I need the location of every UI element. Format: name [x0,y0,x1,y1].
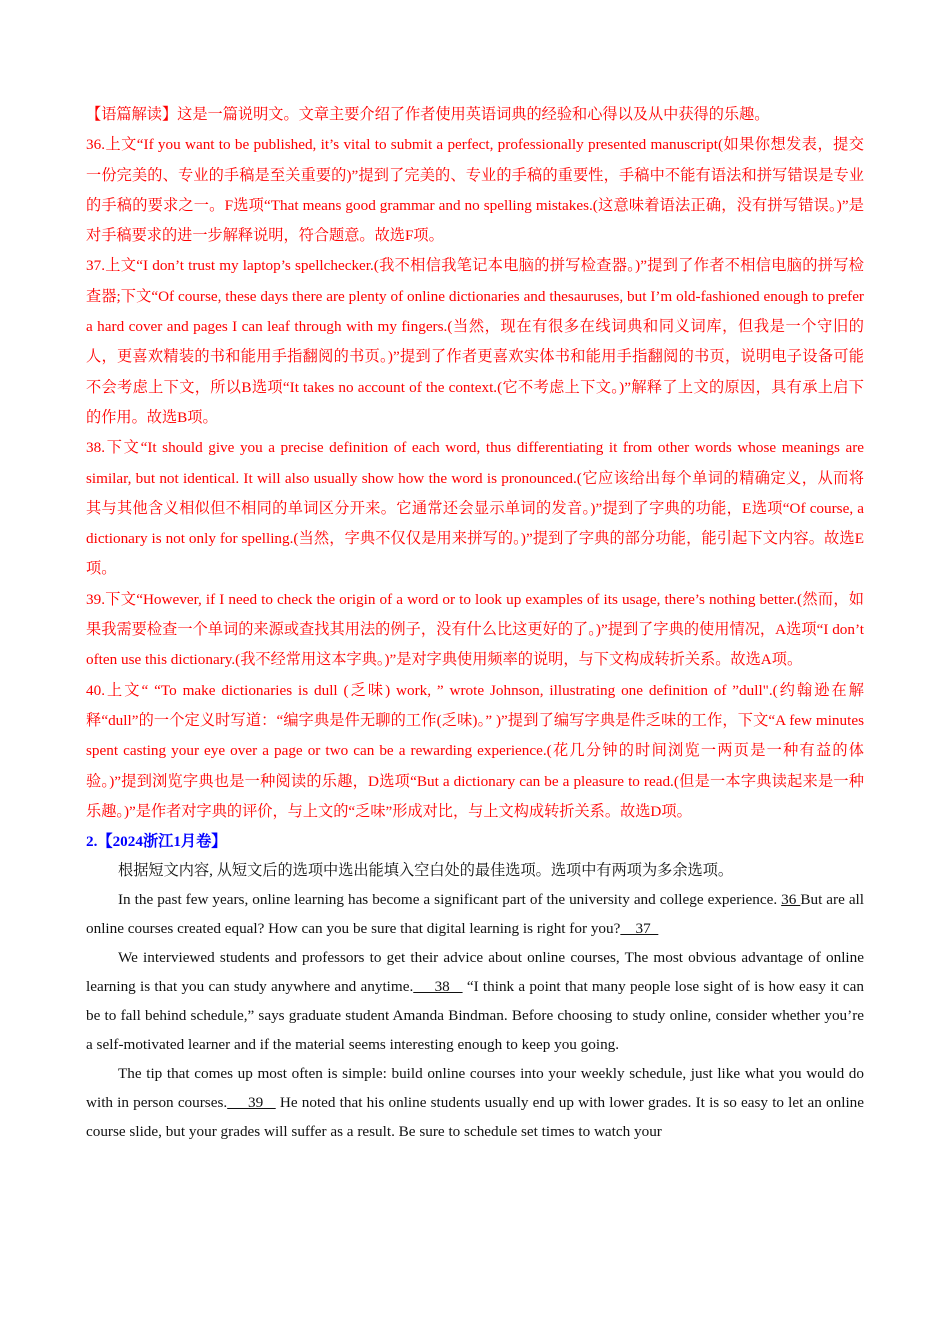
question-passage [86,856,864,1146]
paragraph-2-text-a: We interviewed students and professors to get their advice about online courses, The most obvious advantage of online learning is that you can study anywhere and anytime. [86,949,864,996]
blank-39: 39 [227,1094,276,1112]
paragraph-3-text-b: He noted that his online students usually end up with lower grades. It is so easy to let an online course slide, but your grades will suffer as a result. Be sure to schedule set times to watch your [86,1094,864,1141]
explanation-40: 40.上文“ “To make dictionaries is dull (乏味) work, ” wrote Johnson, illustrating one definition of ”dull".(约翰逊在解释“dull”的一个定义时写道：“编字典是件无聊的工作(乏味)。” )”提到了编写字典是件乏味的工作，下文“A few minutes spent casting your eye over a page or two can be a rewarding experience.(花几分钟的时间浏览一两页是一种有益的体验。)”提到浏览字典也是一种阅读的乐趣，D选项“But a dictionary can be a pleasure to read.(但是一本字典读起来是一种乐趣。)”是作者对字典的评价，与上文的“乏味”形成对比，与上文构成转折关系。故选D项。 [86,681,864,820]
paragraph-3 [86,1059,864,1146]
explanation-39: 39.下文“However, if I need to check the origin of a word or to look up examples of its usage, there’s nothing better.(然而，如果我需要检查一个单词的来源或查找其用法的例子，没有什么比这更好的了。)”提到了字典的使用情况，A选项“I don’t often use this dictionary.(我不经常用这本字典。)”是对字典使用频率的说明，与下文构成转折关系。故选A项。 [86,590,864,669]
paragraph-1-text-b: But are all online courses created equal? How can you be sure that digital learning is right for you? [86,891,864,938]
paragraph-2-text-b: “I think a point that many people lose sight of is how easy it can be to fall behind schedule,” says graduate student Amanda Bindman. Before choosing to study online, consider whether you’re a self-motivated learner and if the material seems interesting enough to keep you going. [86,978,865,1054]
blank-38: 38 [413,978,463,996]
blank-37: 37 [620,920,659,938]
paragraph-3-text-a: The tip that comes up most often is simple: build online courses into your weekly schedule, just like what you would do with in person courses. [86,1065,864,1112]
instruction: 根据短文内容, 从短文后的选项中选出能填入空白处的最佳选项。选项中有两项为多余选项。 [118,862,734,880]
passage-analysis: 【语篇解读】这是一篇说明文。文章主要介绍了作者使用英语词典的经验和心得以及从中获得的乐趣。 [86,106,770,123]
page-content [86,100,864,1146]
explanation-38: 38.下文“It should give you a precise definition of each word, thus differentiating it from other words whose meanings are similar, but not identical. It will also usually show how the word is pronounced.(它应该给出每个单词的精确定义，从而将其与其他含义相似但不相同的单词区分开来。它通常还会显示单词的发音。)”提到了字典的功能，E选项“Of course, a dictionary is not only for spelling.(当然，字典不仅仅是用来拼写的。)”提到了字典的部分功能，能引起下文内容。故选E项。 [86,439,864,578]
answer-explanation [86,100,864,827]
paragraph-1-text-a: In the past few years, online learning has become a significant part of the university and college experience. [118,891,782,909]
explanation-36: 36.上文“If you want to be published, it’s vital to submit a perfect, professionally presented manuscript(如果你想发表，提交一份完美的、专业的手稿是至关重要的)”提到了完美的、专业的手稿的重要性，手稿中不能有语法和拼写错误是专业的手稿的要求之一。F选项“That means good grammar and no spelling mistakes.(这意味着语法正确，没有拼写错误。)”是对手稿要求的进一步解释说明，符合题意。故选F项。 [86,136,864,245]
paragraph-1 [86,885,864,943]
paragraph-2 [86,943,864,1059]
blank-36: 36 [781,891,801,909]
question-heading: 2.【2024浙江1月卷】 [86,833,227,851]
explanation-37: 37.上文“I don’t trust my laptop’s spellchecker.(我不相信我笔记本电脑的拼写检查器。)”提到了作者不相信电脑的拼写检查器;下文“Of course, these days there are plenty of online dictionaries and thesauruses, but I’m old-fashioned enough to prefer a hard cover and pages I can leaf through with my fingers.(当然，现在有很多在线词典和同义词库，但我是一个守旧的人，更喜欢精装的书和能用手指翻阅的书页。)”提到了作者更喜欢实体书和能用手指翻阅的书页，说明电子设备可能不会考虑上下文，所以B选项“It takes no account of the context.(它不考虑上下文。)”解释了上文的原因，具有承上启下的作用。故选B项。 [86,257,864,426]
